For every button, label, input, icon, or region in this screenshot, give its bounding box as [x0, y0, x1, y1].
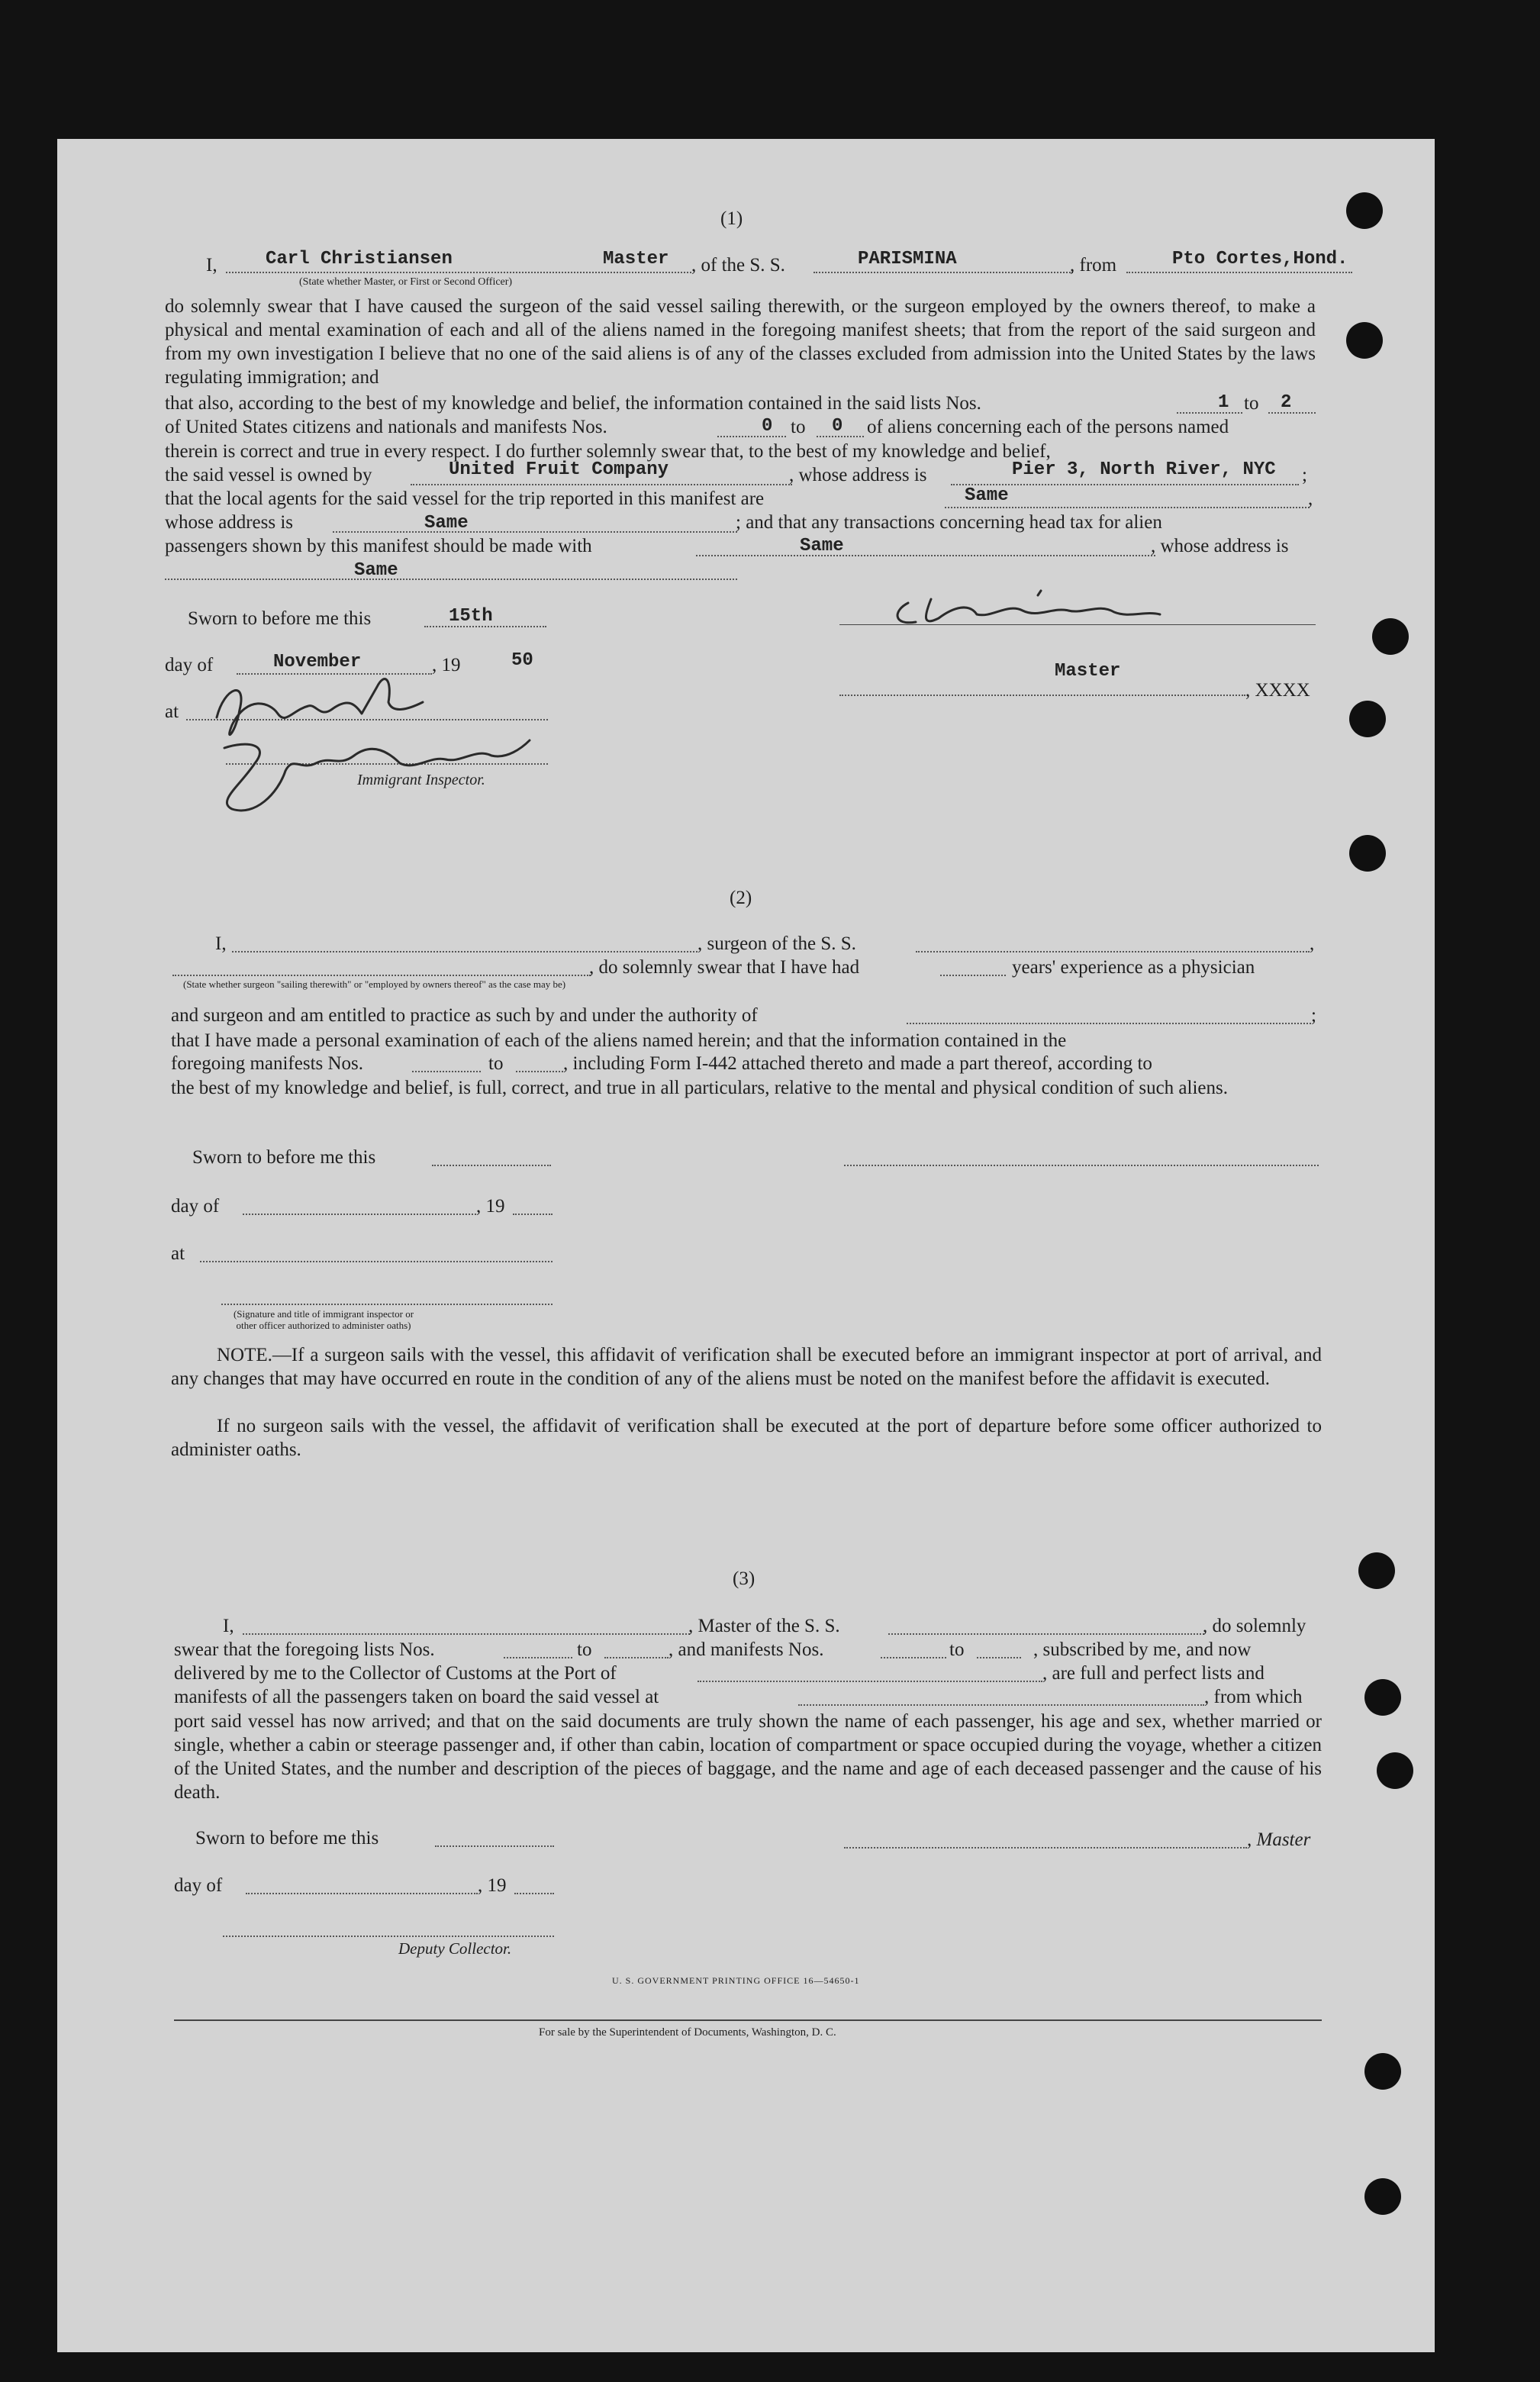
- blank-line: [411, 484, 792, 485]
- full-perfect-label: , are full and perfect lists and: [1042, 1663, 1265, 1684]
- section-number: (2): [730, 888, 752, 908]
- label-of-the-ss: , of the S. S.: [691, 255, 785, 276]
- blank-line: [916, 951, 1310, 952]
- semicolon: ;: [1302, 465, 1307, 485]
- manifests-of-label: manifests of all the passengers taken on board the said vessel at: [174, 1687, 659, 1707]
- subscribed-label: , subscribed by me, and now: [1033, 1639, 1252, 1660]
- blank-line: [504, 1657, 572, 1658]
- master-name: Carl Christiansen: [266, 249, 453, 269]
- semicolon: ;: [1311, 1005, 1316, 1026]
- local-agents: Same: [965, 485, 1009, 506]
- label-to: to: [488, 1053, 504, 1074]
- from-port: Pto Cortes,Hond.: [1172, 249, 1348, 269]
- entitled-label: and surgeon and am entitled to practice as such by and under the authority of: [171, 1005, 758, 1026]
- master-suffix: , XXXX: [1245, 680, 1310, 701]
- section2-body: that I have made a personal examination of each of the aliens named herein; and that the information contained in the: [171, 1030, 1067, 1051]
- blank-line: [798, 1704, 1204, 1706]
- blank-line: [172, 975, 591, 976]
- state-note: (State whether Master, or First or Second Officer): [299, 276, 513, 288]
- manifests-from: 0: [762, 416, 773, 437]
- day-of-label: day of: [165, 655, 214, 675]
- comma: ,: [1308, 488, 1313, 509]
- blank-line: [432, 1165, 551, 1166]
- lists-to: 2: [1281, 392, 1292, 413]
- delivered-label: delivered by me to the Collector of Customs at the Port of: [174, 1663, 617, 1684]
- lists-label: that also, according to the best of my knowledge and belief, the information contained in the said lists Nos.: [165, 393, 981, 414]
- blank-line: [604, 1657, 669, 1658]
- master-label: , Master: [1247, 1829, 1311, 1850]
- blank-line: [200, 1261, 553, 1262]
- blank-line: [514, 1893, 554, 1894]
- label-i: I,: [206, 255, 217, 276]
- including-label: , including Form I-442 attached thereto and made a part thereof, according to: [563, 1053, 1152, 1074]
- sworn-label: Sworn to before me this: [188, 608, 372, 629]
- at-label: at: [171, 1243, 185, 1264]
- do-solemnly-label: , do solemnly: [1203, 1616, 1306, 1636]
- passengers-label: passengers shown by this manifest should be made with: [165, 536, 592, 556]
- swear-label: swear that the foregoing lists Nos.: [174, 1639, 435, 1660]
- foregoing-label: foregoing manifests Nos.: [171, 1053, 364, 1074]
- gpo-imprint: U. S. GOVERNMENT PRINTING OFFICE 16—54650-1: [612, 1975, 860, 1986]
- label-from: , from: [1070, 255, 1117, 276]
- from-which-label: , from which: [1204, 1687, 1303, 1707]
- day-of-label: day of: [174, 1875, 223, 1896]
- and-manifests-label: , and manifests Nos.: [669, 1639, 824, 1660]
- sworn-label: Sworn to before me this: [192, 1147, 376, 1168]
- surgeon-note: NOTE.—If a surgeon sails with the vessel, this affidavit of verification shall be executed before an immigrant inspector at port of arrival, and any changes that may have occurred en route in the condition of any of the aliens must be noted on the manifest before the affidavit is executed.: [171, 1345, 1322, 1389]
- blank-line: [907, 1023, 1311, 1024]
- owner-address: Pier 3, North River, NYC: [1012, 459, 1276, 480]
- footer-rule: [174, 2019, 1322, 2021]
- blank-line: [813, 272, 1073, 273]
- section1-body: do solemnly swear that I have caused the surgeon of the said vessel sailing therewith, or the surgeon employed by the owners thereof, to make a physical and mental examination of each and all of the aliens named in the foregoing manifest sheets; that from the report of the said surgeon and from my own investigation I believe that no one of the said aliens is of any of the classes excluded from admission into the United States by the laws regulating immigration; and: [165, 296, 1316, 388]
- blank-line: [513, 1214, 553, 1215]
- head-tax-with: Same: [800, 536, 844, 556]
- blank-line: [1268, 412, 1316, 414]
- master-signature: [885, 588, 1183, 633]
- blank-line: [839, 695, 1245, 696]
- label-i: I,: [223, 1616, 234, 1636]
- inspector-label: Immigrant Inspector.: [357, 772, 485, 788]
- blank-line: [412, 1071, 481, 1072]
- sworn-label: Sworn to before me this: [195, 1828, 379, 1849]
- blank-line: [844, 1165, 1319, 1166]
- master-of-label: , Master of the S. S.: [688, 1616, 840, 1636]
- year-suffix: 50: [511, 650, 533, 671]
- blank-line: [333, 531, 737, 533]
- blank-line: [888, 1633, 1204, 1635]
- label-to: to: [791, 417, 806, 437]
- blank-line: [844, 1847, 1247, 1849]
- vessel-name: PARISMINA: [858, 249, 957, 269]
- year-prefix: , 19: [432, 655, 461, 675]
- blank-line: [696, 555, 1155, 556]
- blank-line: [232, 951, 698, 952]
- agents-address: Same: [424, 513, 469, 533]
- blank-line: [516, 1071, 563, 1072]
- blank-line: [221, 1304, 553, 1305]
- years-label: years' experience as a physician: [1012, 957, 1255, 978]
- surgeon-of-label: , surgeon of the S. S.: [698, 933, 856, 954]
- year-prefix: , 19: [478, 1875, 507, 1896]
- blank-line: [717, 436, 786, 437]
- blank-line: [945, 507, 1310, 508]
- deputy-collector-label: Deputy Collector.: [398, 1939, 512, 1958]
- section-number: (3): [733, 1568, 756, 1589]
- label-to: to: [577, 1639, 592, 1660]
- sworn-month: November: [273, 652, 362, 672]
- solemnly-label: , do solemnly swear that I have had: [589, 957, 860, 978]
- year-prefix: , 19: [476, 1196, 505, 1217]
- comma: ,: [1310, 933, 1315, 954]
- head-tax-address: Same: [354, 560, 398, 581]
- blank-line: [226, 272, 691, 273]
- whose-address-label: , whose address is: [789, 465, 927, 485]
- label-to: to: [1244, 393, 1259, 414]
- section3-body: port said vessel has now arrived; and that on the said documents are truly shown the name of each passenger, his age and sex, whether married or single, whether a cabin or steerage passenger and, if other than cabin, location of compartment or space occupied during the voyage, whether a citizen of the United States, and the number and description of the pieces of baggage, and the name and age of each deceased passenger and the cause of his death.: [174, 1711, 1322, 1803]
- whose-address-is: , whose address is: [1151, 536, 1289, 556]
- at-label: at: [165, 701, 179, 722]
- blank-line: [165, 579, 737, 580]
- aliens-label: of aliens concerning each of the persons named: [867, 417, 1229, 437]
- lists-from: 1: [1218, 392, 1229, 413]
- master-rank: Master: [603, 249, 669, 269]
- citizens-label: of United States citizens and nationals and manifests Nos.: [165, 417, 607, 437]
- blank-line: [1177, 412, 1242, 414]
- blank-line: [435, 1845, 554, 1847]
- owned-by-label: the said vessel is owned by: [165, 465, 372, 485]
- inspector-signature: [201, 672, 560, 817]
- state-note: (State whether surgeon "sailing therewith" or "employed by owners thereof" as the case may be): [183, 978, 566, 990]
- blank-line: [246, 1893, 478, 1894]
- signature-note: (Signature and title of immigrant inspector or other officer authorized to administer oaths): [233, 1308, 414, 1331]
- head-tax-label: ; and that any transactions concerning head tax for alien: [736, 512, 1162, 533]
- surgeon-note-2: If no surgeon sails with the vessel, the affidavit of verification shall be executed at the port of departure before some officer authorized to administer oaths.: [171, 1416, 1322, 1460]
- signature-line: [839, 624, 1316, 625]
- day-of-label: day of: [171, 1196, 220, 1217]
- for-sale-note: For sale by the Superintendent of Documents, Washington, D. C.: [539, 2026, 836, 2039]
- blank-line: [1126, 272, 1352, 273]
- label-i: I,: [215, 933, 227, 954]
- vessel-owner: United Fruit Company: [449, 459, 669, 480]
- section-number: (1): [720, 208, 743, 229]
- blank-line: [881, 1657, 946, 1658]
- agents-label: that the local agents for the said vessel for the trip reported in this manifest are: [165, 488, 765, 509]
- blank-line: [243, 1214, 476, 1215]
- section2-body-2: the best of my knowledge and belief, is full, correct, and true in all particulars, relative to the mental and physical condition of such aliens.: [171, 1078, 1228, 1098]
- blank-line: [977, 1657, 1021, 1658]
- label-to: to: [949, 1639, 965, 1660]
- agents-address-label: whose address is: [165, 512, 294, 533]
- master-title: Master: [1055, 661, 1121, 682]
- blank-line: [243, 1633, 690, 1635]
- sworn-day: 15th: [449, 606, 493, 627]
- correct-label: therein is correct and true in every respect. I do further solemnly swear that, to the best of my knowledge and belief,: [165, 441, 1051, 462]
- blank-line: [698, 1681, 1042, 1682]
- blank-line: [940, 975, 1006, 976]
- manifests-to: 0: [832, 416, 843, 437]
